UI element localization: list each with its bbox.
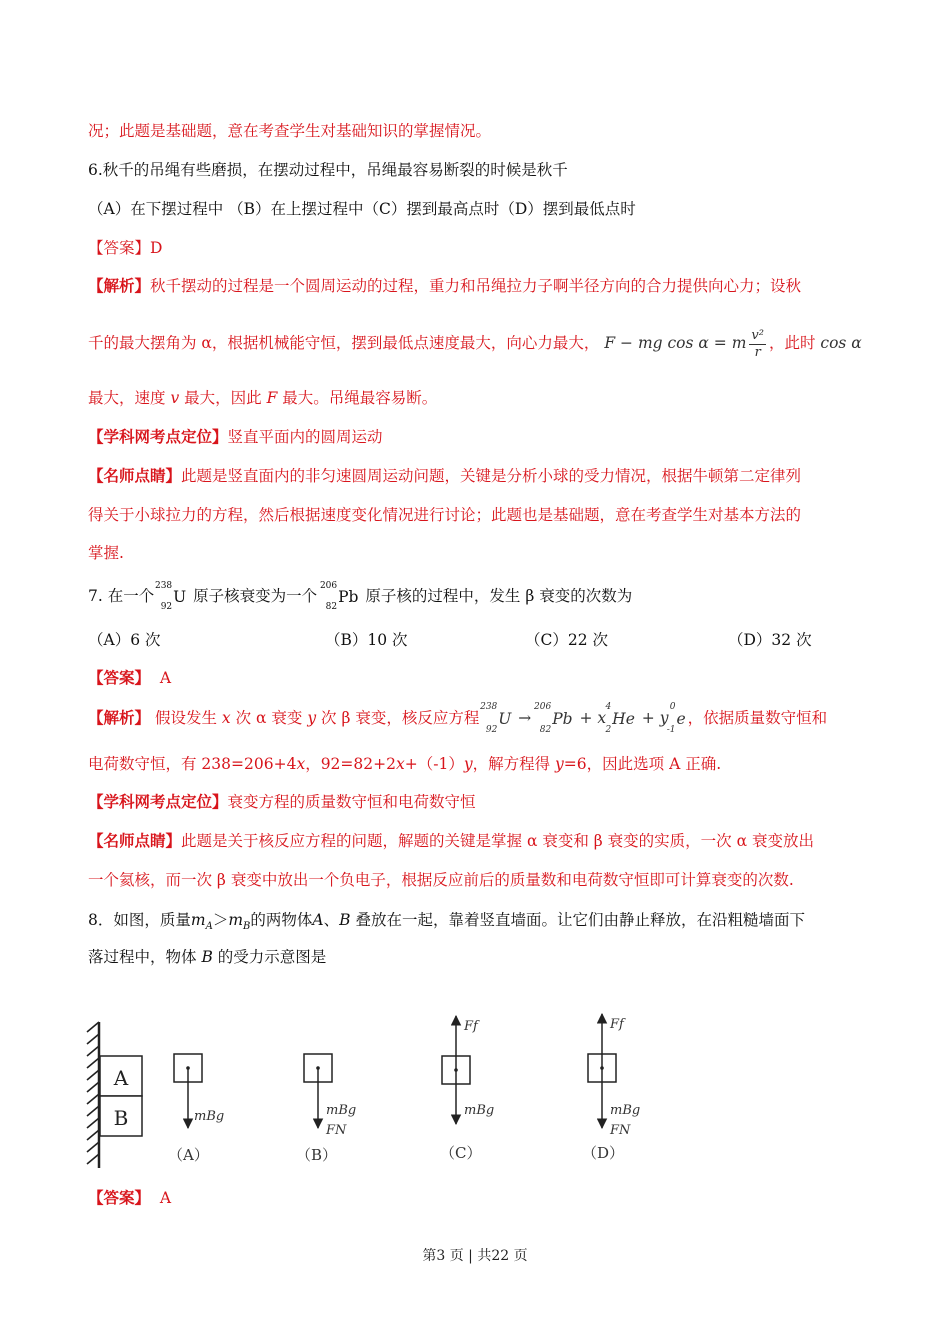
keypoint-tag: 【学科网考点定位】 [88,792,228,811]
q7-analysis-1: 【解析】 假设发生 x 次 α 衰变 y 次 β 衰变，核反应方程 238 92 U → 206 82 Pb + x 4 2 He + y 0 -1 e ，依据质量数守恒和 [88,702,828,735]
svg-text:FN: FN [610,1123,631,1138]
q7-option-b: （B）10 次 [325,631,408,649]
q8-stem-2: 落过程中，物体 B 的受力示意图是 [88,948,327,966]
uranium-nuclide: 238 92 U [154,581,187,612]
svg-text:mBg: mBg [194,1109,225,1124]
q6-answer [88,238,878,258]
decay-equation: 238 92 U → 206 82 Pb + x 4 2 He + y 0 -1 e [480,702,686,735]
answer-value: D [150,239,163,257]
q7-option-a: （A）6 次 [88,631,161,649]
analysis-tag: 【解析】 [88,276,151,295]
keypoint-tag: 【学科网考点定位】 [88,427,228,446]
q7-keypoint: 【学科网考点定位】衰变方程的质量数守恒和电荷数守恒 [88,792,476,811]
option-b-diagram [296,1054,356,1164]
caption-c: （C） [440,1144,482,1162]
option-c-diagram [440,1016,494,1162]
lead-nuclide: 206 82 Pb [319,581,359,612]
q7-option-c: （C）22 次 [525,631,609,649]
option-a-diagram [168,1054,224,1164]
q6-analysis-2: 千的最大摆角为 α，根据机械能守恒，摆到最低点速度最大，向心力最大， F − mg cos α = m $\frac{\text{v²}}{r}$ ，此时 cos α [88,327,862,360]
q6-master-3: 掌握. [88,544,124,562]
q7-stem: 7. 在一个 238 92 U 原子核衰变为一个 206 82 Pb 原子核的过程中，发生 β 衰变的次数为 [88,581,633,612]
analysis-tag: 【解析】 [88,708,151,727]
q7-answer [88,668,878,688]
svg-text:mBg: mBg [464,1103,495,1118]
svg-text:mBg: mBg [326,1103,357,1118]
caption-d: （D） [582,1144,625,1162]
cos-alpha: cos α [815,334,862,352]
q7-master-2: 一个氦核，而一次 β 衰变中放出一个负电子，根据反应前后的质量数和电荷数守恒即可计算衰变的次数. [88,871,794,889]
force-diagram-figure [80,1010,680,1175]
q6-stem: 6.秋千的吊绳有些磨损，在摆动过程中，吊绳最容易断裂的时候是秋千 [88,161,568,179]
block-a-label: A [113,1066,129,1090]
force-equation: F − mg cos α = m $\frac{\text{v²}}{r}$ [604,327,764,360]
answer-value: A [159,1189,172,1207]
option-d-diagram [582,1014,640,1162]
svg-text:Ff: Ff [610,1017,624,1032]
q7-master-1: 【名师点睛】此题是关于核反应方程的问题，解题的关键是掌握 α 衰变和 β 衰变的实质，一次 α 衰变放出 [88,831,814,850]
q6-analysis-1: 【解析】秋千摆动的过程是一个圆周运动的过程，重力和吊绳拉力子啊半径方向的合力提供向心力；设秋 [88,276,802,295]
answer-tag: 【答案】 [88,239,151,257]
q7-analysis-2: 电荷数守恒，有 238=206+4x，92=82+2x+（-1）y，解方程得 y=6，因此选项 A 正确. [88,755,722,773]
wall [87,1022,99,1168]
answer-tag: 【答案】 [88,1188,151,1207]
q8-answer [88,1188,878,1208]
q6-options: （A）在下摆过程中 （B）在上摆过程中（C）摆到最高点时（D）摆到最低点时 [88,200,636,218]
q7-option-d: （D）32 次 [728,631,812,649]
q6-master-1: 【名师点睛】此题是竖直面内的非匀速圆周运动问题，关键是分析小球的受力情况，根据牛顿第二定律列 [88,466,802,485]
answer-value: A [159,669,172,687]
caption-b: （B） [296,1146,338,1164]
svg-text:FN: FN [326,1123,347,1138]
master-tag: 【名师点睛】 [88,831,182,850]
q8-stem-1: 8．如图，质量$m_A>m_B$的两物体A、B 叠放在一起，靠着竖直墙面。让它们由静止释放，在沿粗糙墙面下 [88,911,805,933]
caption-a: （A） [168,1146,209,1164]
answer-tag: 【答案】 [88,668,151,687]
q6-analysis-3: 最大，速度 v 最大，因此 F 最大。吊绳最容易断。 [88,389,438,407]
svg-text:Ff: Ff [464,1019,478,1034]
master-tag: 【名师点睛】 [88,466,182,485]
q6-keypoint: 【学科网考点定位】竖直平面内的圆周运动 [88,427,383,446]
q6-master-2: 得关于小球拉力的方程，然后根据速度变化情况进行讨论；此题也是基础题，意在考查学生对基本方法的 [88,506,802,524]
svg-text:mBg: mBg [610,1103,641,1118]
block-b-label: B [113,1106,129,1130]
continuation-line: 况；此题是基础题，意在考查学生对基础知识的掌握情况。 [88,122,492,140]
page-footer: 第3 页 | 共22 页 [422,1248,528,1264]
